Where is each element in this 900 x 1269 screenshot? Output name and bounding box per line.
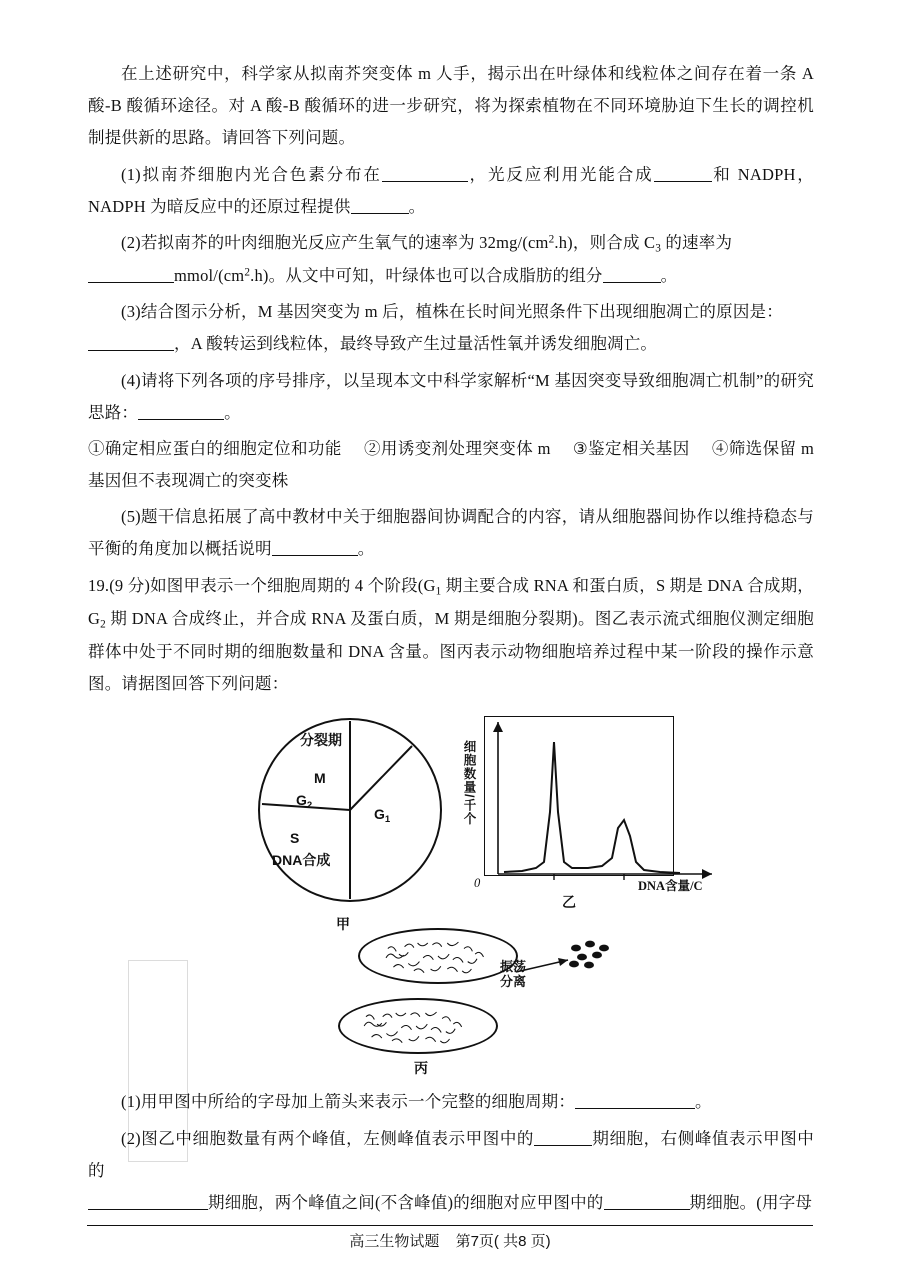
pie-label-g1: $G_1$ bbox=[374, 806, 391, 826]
q18-item3: (3)结合图示分析，M 基因突变为 m 后，植株在长时间光照条件下出现细胞凋亡的原因是： ，A 酸转运到线粒体，最终导致产生过量活性氧并诱发细胞凋亡。 bbox=[88, 296, 814, 360]
pie-sectors bbox=[260, 720, 440, 900]
figure-caption-yi: 乙 bbox=[562, 894, 576, 911]
answer-blank[interactable] bbox=[575, 1092, 695, 1110]
answer-blank[interactable] bbox=[603, 266, 661, 284]
culture-dish-top bbox=[358, 928, 518, 984]
subscript-three: 3 bbox=[655, 242, 662, 255]
superscript-two: 2 bbox=[548, 233, 555, 246]
pie-label-s: S bbox=[290, 830, 300, 847]
pie-label-m-phase-title: 分裂期 bbox=[300, 732, 342, 749]
figure-group bbox=[88, 706, 814, 1086]
answer-blank[interactable] bbox=[138, 402, 224, 420]
answer-blank[interactable] bbox=[88, 266, 174, 284]
subscript-one: 1 bbox=[435, 585, 442, 597]
pie-label-g2: $G_2$ bbox=[296, 792, 313, 812]
answer-blank[interactable] bbox=[88, 1192, 208, 1210]
culture-dish-bottom bbox=[338, 998, 498, 1054]
intro-paragraph: 在上述研究中，科学家从拟南芥突变体 m 人手，揭示出在叶绿体和线粒体之间存在着一条 A 酸-B 酸循环途径。对 A 酸-B 酸循环的进一步研究，将为探索植物在不同环境胁迫下生长的调控机制提供新的思路。请回答下列问题。 bbox=[88, 64, 814, 148]
document-body bbox=[88, 58, 814, 1223]
footer-divider bbox=[87, 1225, 813, 1226]
pie-label-m: M bbox=[314, 770, 326, 787]
answer-blank[interactable] bbox=[382, 164, 468, 182]
answer-blank[interactable] bbox=[604, 1192, 690, 1210]
dish-cells-top bbox=[360, 930, 516, 982]
footer-page-number: 第7页( 共8 页) bbox=[455, 1233, 551, 1250]
answer-blank[interactable] bbox=[654, 164, 712, 182]
chart-y-axis-label: 细胞数量/千个 bbox=[462, 740, 476, 826]
q18-options: ①确定相应蛋白的细胞定位和功能 ②用诱变剂处理突变体 m ③鉴定相关基因 ④筛选保留 m 基因但不表现凋亡的突变株 bbox=[88, 438, 814, 491]
answer-blank[interactable] bbox=[351, 196, 409, 214]
figure-yi-flow-cytometry bbox=[458, 716, 708, 916]
figure-bing-cell-culture bbox=[318, 926, 638, 1086]
superscript-two: 2 bbox=[244, 266, 251, 279]
figure-caption-bing: 丙 bbox=[414, 1060, 428, 1077]
pie-chart bbox=[258, 718, 442, 902]
answer-blank[interactable] bbox=[272, 539, 358, 557]
q18-item4: (4)请将下列各项的序号排序，以呈现本文中科学家解析“M 基因突变导致细胞凋亡机制”的研究思路： 。 bbox=[88, 370, 814, 422]
q19-sub1: (1)用甲图中所给的字母加上箭头来表示一个完整的细胞周期： 。 bbox=[121, 1092, 712, 1112]
figure-jia-cell-cycle bbox=[258, 718, 468, 933]
q18-item1: (1)拟南芥细胞内光合色素分布在 ，光反应利用光能合成 和 NADPH，NADPH 为暗反应中的还原过程提供 。 bbox=[88, 164, 814, 216]
chart-svg bbox=[484, 716, 734, 891]
chart-origin-label: 0 bbox=[474, 876, 481, 891]
figure-caption-jia: 甲 bbox=[336, 916, 350, 933]
scan-artifact bbox=[24, 800, 92, 821]
q18-item2: (2)若拟南芥的叶肉细胞光反应产生氧气的速率为 $32mg/(cm^2.h)$，则合成 $C_3$ 的速率为 mmol/$(cm^2.h)$。从文中可知，叶绿体也可以合成脂肪的组分 。 bbox=[88, 227, 814, 292]
answer-blank[interactable] bbox=[534, 1128, 592, 1146]
scan-artifact bbox=[26, 775, 77, 796]
pie-label-dna-synthesis: DNA合成 bbox=[272, 852, 331, 869]
chart-x-axis-label: DNA含量/C bbox=[638, 879, 703, 894]
subscript-two: 2 bbox=[100, 618, 106, 631]
q19-sub2: (2)图乙中细胞数量有两个峰值，左侧峰值表示甲图中的 期细胞，右侧峰值表示甲图中的 期细胞，两个峰值之间(不含峰值)的细胞对应甲图中的 期细胞。(用字母 bbox=[88, 1128, 814, 1212]
separation-arrow-and-cells bbox=[514, 930, 634, 1000]
page-footer bbox=[0, 1225, 900, 1251]
footer-title: 高三生物试题 bbox=[349, 1233, 440, 1250]
shake-separate-label: 振荡 分离 bbox=[500, 959, 527, 990]
answer-blank[interactable] bbox=[88, 334, 174, 352]
dish-cells-bottom bbox=[340, 1000, 496, 1052]
q18-item5: (5)题干信息拓展了高中教材中关于细胞器间协调配合的内容，请从细胞器间协作以维持稳态与平衡的角度加以概括说明 。 bbox=[88, 507, 814, 559]
q19-stem: 19.(9 分)如图甲表示一个细胞周期的 4 个阶段($G_1$ 期主要合成 RNA 和蛋白质，S 期是 DNA 合成期，$G_2$ 期 DNA 合成终止，并合成 RNA 及蛋白质，M 期是细胞分裂期)。图乙表示流式细胞仪测定细胞群体中处于不同时期的细胞数量和 DNA 含量。图丙表示动物细胞培养过程中某一阶段的操作示意图。请据图回答下列问题： bbox=[88, 575, 815, 694]
